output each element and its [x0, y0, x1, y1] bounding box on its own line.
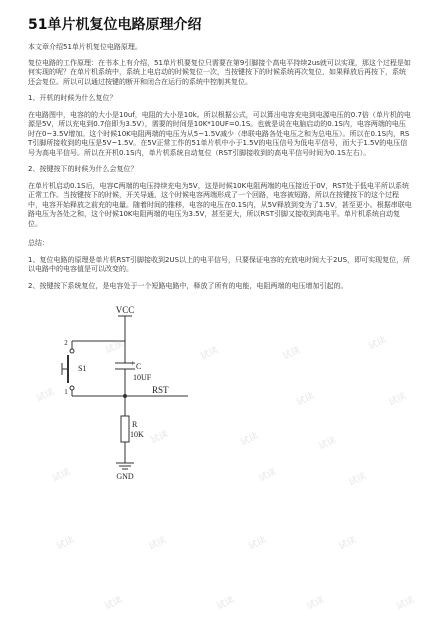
question-1-answer: 在电路图中，电容的的大小是10uf，电阻的大小是10k。所以根据公式，可以算出电容充电到电源电压的0.7倍（单片机的电源是5V，所以充电到0.7倍即为3.5V），需要的时间是10K*10UF=0.1S。也就是说在电脑启动的0.1S内，电容两端的电压时在0~3.5V增加。这个时候10K电阻两端的电压为从5~1.5V减少（串联电路各处电压之和为总电压）。所以在0.1S内，RST引脚所接收到的电压是5V~1.5V。在5V正常工作的51单片机中小于1.5V的电压信号为低电平信号，而大于1.5V的电压信号为高电平信号。所以在开机0.1S内，单片机系统自动复位（RST引脚接收到的高电平信号时间为0.1S左右）。 [28, 110, 411, 157]
watermark-text: 试读 [55, 535, 76, 553]
watermark-text: 试读 [35, 387, 56, 405]
question-2-heading: 2、按键按下的时候为什么会复位？ [28, 165, 138, 173]
intro-text: 本文章介绍51单片机复位电路原理。 [28, 43, 142, 51]
resistor-value: 10K [130, 430, 144, 439]
article [28, 16, 412, 484]
switch-top-terminal [70, 349, 74, 353]
watermark-text: 试读 [305, 595, 326, 613]
summary-item-2: 2、按键按下系统复位，是电容处于一个短路电路中，释放了所有的电能，电阻两端的电压增加引起的。 [28, 281, 348, 290]
watermark-text: 试读 [387, 391, 408, 409]
watermark-text: 试读 [295, 391, 316, 409]
switch-pin-1-label: 1 [64, 388, 68, 396]
page-title: 51单片机复位电路原理介绍 [28, 17, 202, 33]
switch-label: S1 [78, 364, 87, 373]
watermark-text: 试读 [104, 339, 125, 357]
watermark-text: 试读 [257, 467, 278, 485]
question-1-heading: 1、开机的时候为什么复位？ [28, 94, 117, 102]
capacitor-value: 10UF [133, 373, 152, 382]
watermark-text: 试读 [395, 595, 416, 613]
rst-label: RST [152, 385, 169, 395]
watermark-text: 试读 [199, 345, 220, 363]
capacitor-label: C [136, 362, 142, 371]
vcc-label: VCC [115, 305, 135, 315]
watermark-text: 试读 [147, 535, 168, 553]
watermark-text: 试读 [103, 595, 124, 613]
resistor-label: R [132, 420, 138, 429]
watermark-text: 试读 [367, 335, 388, 353]
switch-pin-2-label: 2 [64, 339, 68, 347]
watermark-text: 试读 [317, 435, 338, 453]
working-principle-paragraph: 复位电路的工作原理：在书本上有介绍，51单片机要复位只需要在第9引脚接个高电平持续2us就可以实现，那这个过程是如何实现的呢？在单片机系统中，系统上电启动的时候复位一次，当按键按下的时候系统再次复位，如果释放后再按下，系统还会复位。所以可以通过按键的断开和闭合在运行的系统中控制其复位。 [28, 58, 411, 86]
switch-bottom-terminal [70, 386, 74, 390]
watermark-text: 试读 [215, 595, 236, 613]
summary-heading: 总结： [28, 239, 49, 247]
summary-item-1: 1、复位电路的原理是单片机RST引脚接收到2US以上的电平信号，只要保证电容的充放电时间大于2US，即可实现复位，所以电路中的电容值是可以改变的。 [28, 255, 411, 273]
watermark-text: 试读 [281, 345, 302, 363]
watermark-text: 试读 [239, 431, 260, 449]
reset-circuit-diagram [28, 299, 228, 484]
watermark-text: 试读 [51, 467, 72, 485]
watermark-text: 试读 [337, 535, 358, 553]
watermark-text: 试读 [347, 471, 368, 489]
resistor-body [121, 416, 129, 442]
question-2-answer: 在单片机启动0.1S后，电容C两端的电压持续充电为5V，这是时候10K电阻两端的电压接近于0V，RST处于低电平所以系统正常工作。当按键按下的时候，开关导通，这个时候电容两端形成了一个回路，电容被短路，所以在按键按下的这个过程中，电容开始释放之前充的电量。随着时间的推移，电容的电压在0.1S内，从5V释放到变为了1.5V，甚至更小。根据串联电路电压为各处之和，这个时候10K电阻两端的电压为3.5V，甚至更大，所以RST引脚又接收到高电平。单片机系统自动复位。 [28, 181, 412, 228]
capacitor-polarity-mark: + [130, 359, 135, 368]
gnd-label: GND [116, 472, 134, 481]
watermark-text: 试读 [247, 535, 268, 553]
watermark-text: 试读 [149, 429, 170, 447]
